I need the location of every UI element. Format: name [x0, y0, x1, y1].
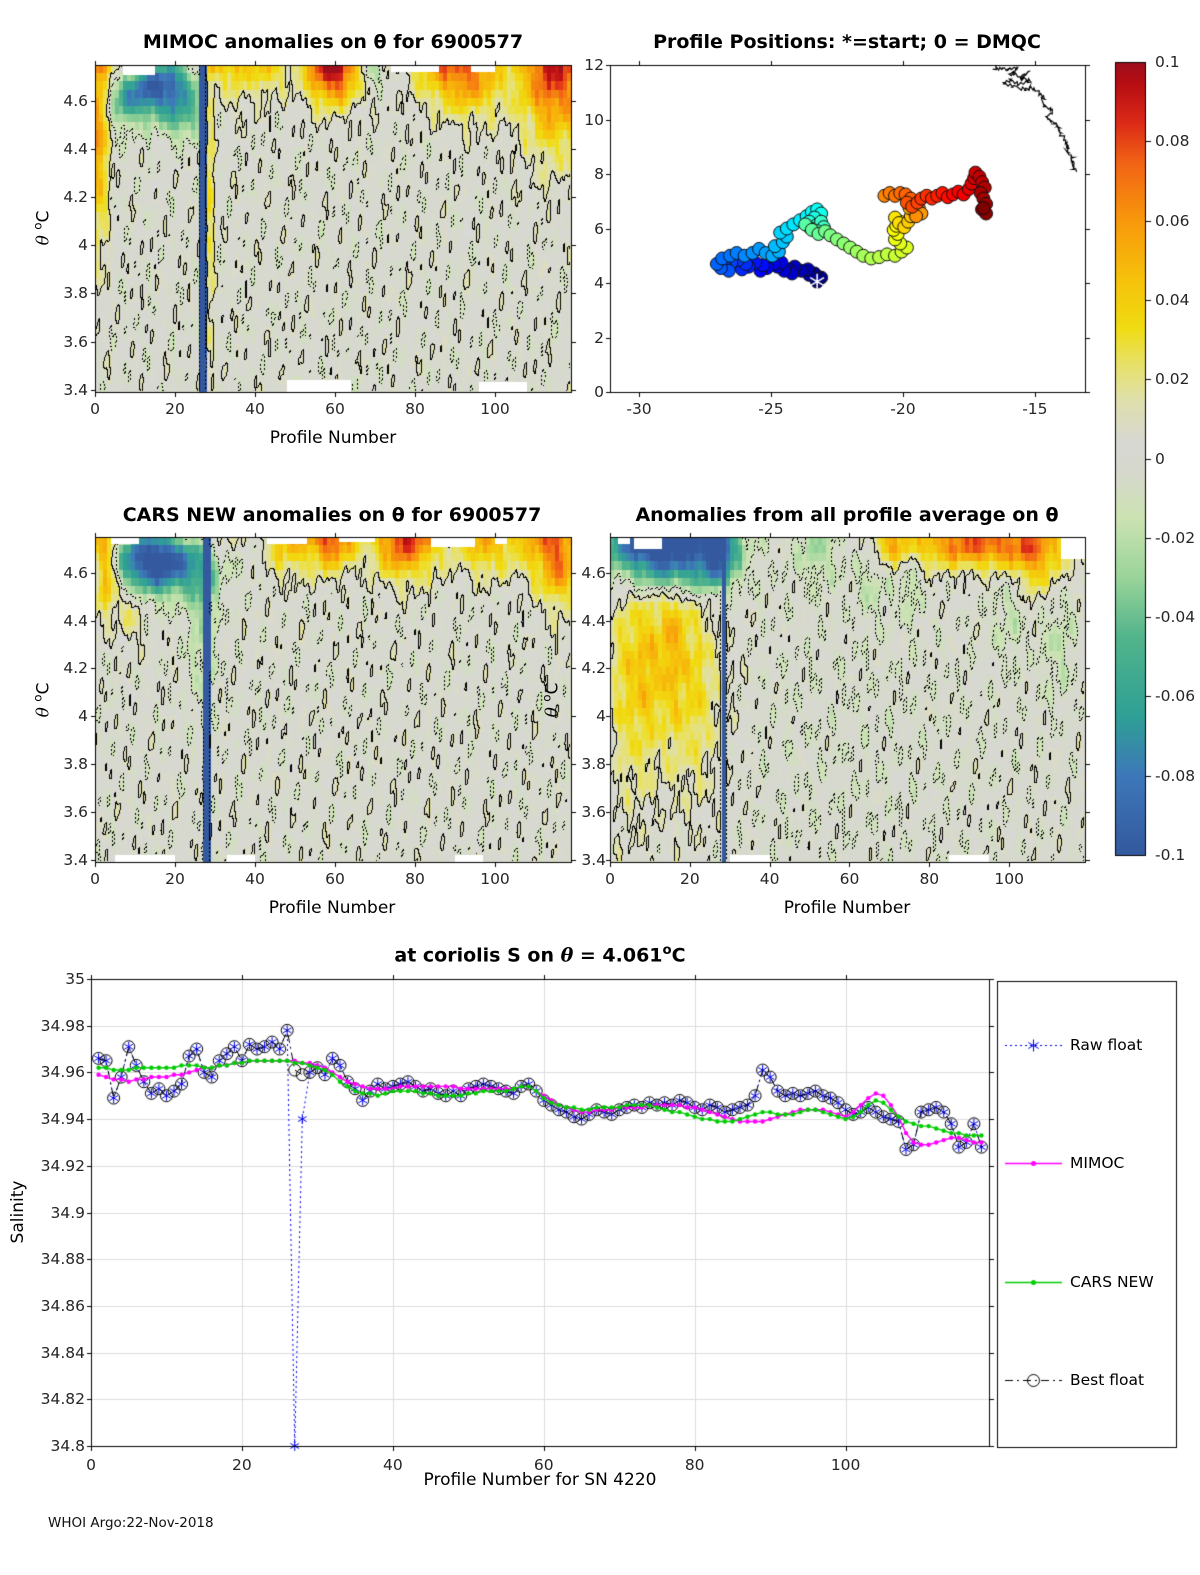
- tick-label: 100: [830, 1456, 861, 1474]
- tick-label: 3.4: [581, 850, 606, 869]
- tick-label: 34.82: [40, 1390, 85, 1409]
- legend-label-best-float: Best float: [1070, 1371, 1145, 1389]
- ylabel-salinity: Salinity: [8, 1180, 28, 1244]
- tick-label: 80: [919, 870, 940, 888]
- xlabel-avg: Profile Number: [783, 898, 911, 918]
- tick-label: 3.4: [63, 380, 88, 399]
- tick-label: -0.1: [1155, 846, 1186, 864]
- tick-label: 8: [594, 165, 604, 183]
- ylabel-avg: θ $^o$C: [539, 682, 563, 718]
- tick-label: 0.1: [1155, 53, 1180, 71]
- xlabel-mimoc: Profile Number: [269, 428, 397, 448]
- tick-label: 0: [86, 1456, 96, 1474]
- tick-label: 34.96: [40, 1063, 85, 1082]
- tick-label: 100: [994, 870, 1024, 888]
- tick-label: 3.8: [63, 755, 88, 774]
- tick-label: 0.02: [1155, 370, 1190, 389]
- title-salinity-panel: at coriolis S on $\theta = 4.061^oC$: [394, 943, 686, 967]
- tick-label: 0.06: [1155, 211, 1190, 230]
- tick-label: 80: [405, 400, 425, 418]
- tick-label: -0.02: [1155, 528, 1196, 547]
- tick-label: 4.6: [63, 92, 88, 111]
- tick-label: 20: [165, 400, 185, 418]
- tick-label: 80: [405, 870, 425, 888]
- tick-label: 0.04: [1155, 290, 1190, 309]
- tick-label: 34.8: [50, 1437, 85, 1455]
- tick-label: 20: [165, 870, 185, 888]
- tick-label: -30: [626, 400, 652, 418]
- tick-label: -25: [758, 400, 784, 418]
- tick-label: 34.92: [40, 1156, 85, 1175]
- tick-label: 4: [78, 707, 88, 726]
- tick-label: 80: [684, 1456, 705, 1474]
- tick-label: 34.9: [50, 1203, 85, 1222]
- tick-label: -0.08: [1155, 766, 1196, 785]
- tick-label: 4.4: [63, 140, 88, 159]
- legend-label-cars-new: CARS NEW: [1070, 1273, 1154, 1291]
- tick-label: 4: [596, 707, 606, 726]
- tick-label: 40: [759, 870, 780, 888]
- xlabel-salinity: Profile Number for SN 4220: [423, 1470, 657, 1490]
- tick-label: 3.4: [63, 850, 88, 869]
- tick-label: 4.2: [581, 659, 606, 678]
- tick-label: 100: [480, 400, 510, 418]
- tick-label: 40: [245, 400, 265, 418]
- title-positions-panel: Profile Positions: *=start; 0 = DMQC: [653, 31, 1041, 53]
- tick-label: 3.6: [63, 802, 88, 821]
- tick-label: 60: [839, 870, 860, 888]
- tick-label: 60: [533, 1456, 554, 1474]
- tick-label: 3.8: [63, 284, 88, 303]
- tick-label: 3.6: [581, 802, 606, 821]
- tick-label: 0: [90, 400, 100, 418]
- tick-label: -0.06: [1155, 687, 1196, 706]
- tick-label: 0.08: [1155, 132, 1190, 151]
- tick-label: 0: [90, 870, 100, 888]
- legend-label-raw-float: Raw float: [1070, 1036, 1143, 1054]
- tick-label: 12: [584, 56, 604, 74]
- tick-label: 20: [232, 1456, 252, 1474]
- tick-label: 0: [605, 870, 615, 888]
- tick-label: 10: [584, 110, 604, 129]
- tick-label: 40: [382, 1456, 403, 1474]
- tick-label: 4.6: [63, 563, 88, 582]
- tick-label: 3.8: [581, 755, 606, 774]
- tick-label: 34.84: [40, 1343, 85, 1362]
- tick-label: 4.4: [63, 611, 88, 630]
- tick-label: -0.04: [1155, 608, 1196, 627]
- tick-label: 40: [245, 870, 265, 888]
- ylabel-cars: θ $^o$C: [30, 682, 54, 718]
- tick-label: 60: [325, 400, 345, 418]
- tick-label: 6: [594, 219, 604, 238]
- xlabel-cars: Profile Number: [268, 898, 396, 918]
- tick-label: 2: [594, 328, 604, 347]
- tick-label: 0: [1155, 449, 1165, 468]
- tick-label: 34.88: [40, 1250, 85, 1269]
- title-avg-panel: Anomalies from all profile average on θ: [635, 504, 1059, 526]
- tick-label: 4.2: [63, 188, 88, 207]
- tick-label: 34.98: [40, 1016, 85, 1035]
- tick-label: 4.4: [581, 611, 606, 630]
- ylabel-mimoc: θ $^o$C: [30, 210, 54, 246]
- tick-label: 4.2: [63, 659, 88, 678]
- tick-label: 100: [480, 870, 510, 888]
- title-cars-panel: CARS NEW anomalies on θ for 6900577: [122, 504, 542, 526]
- footer-stamp: WHOI Argo:22-Nov-2018: [48, 1515, 214, 1531]
- title-mimoc-panel: MIMOC anomalies on θ for 6900577: [142, 31, 524, 53]
- legend-label-mimoc: MIMOC: [1070, 1154, 1125, 1172]
- tick-label: -20: [890, 400, 916, 418]
- tick-label: 34.94: [40, 1110, 85, 1129]
- tick-label: 35: [65, 970, 85, 988]
- tick-label: 4: [594, 274, 604, 292]
- tick-label: -15: [1022, 400, 1048, 418]
- tick-label: 34.86: [40, 1296, 85, 1315]
- tick-label: 60: [325, 870, 345, 888]
- tick-label: 4.6: [581, 563, 606, 582]
- tick-label: 4: [78, 236, 88, 255]
- tick-label: 0: [594, 383, 604, 401]
- tick-label: 3.6: [63, 332, 88, 351]
- tick-label: 20: [679, 870, 700, 888]
